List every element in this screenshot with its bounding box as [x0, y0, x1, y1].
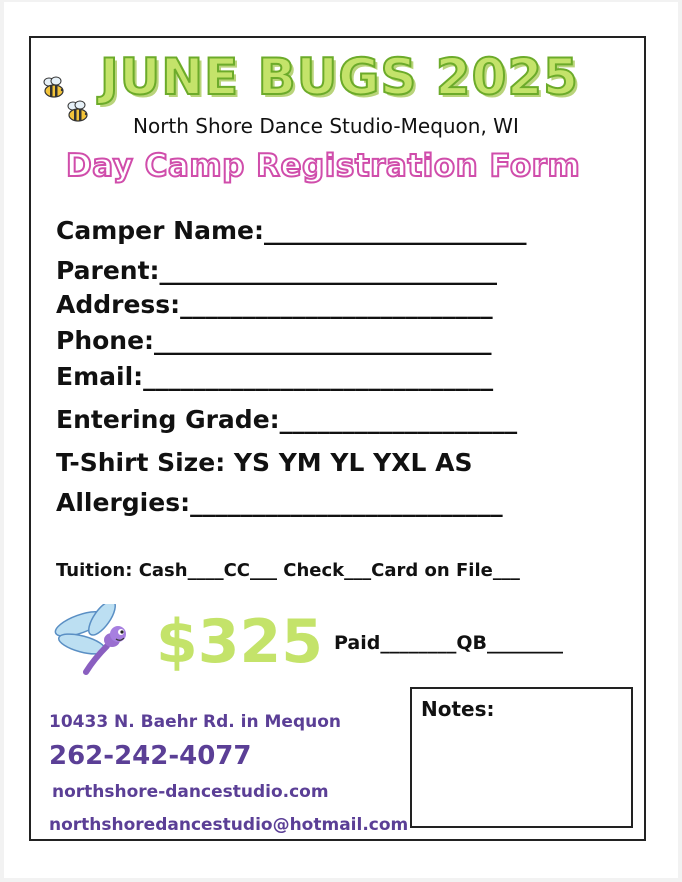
tuition-price: $325	[156, 607, 323, 677]
paid-qb-line[interactable]: Paid________QB________	[334, 632, 563, 654]
email-field[interactable]: Email:____________________________	[56, 362, 494, 391]
studio-address: 10433 N. Baehr Rd. in Mequon	[49, 712, 342, 732]
camper-name-field[interactable]: Camper Name:_____________________	[56, 216, 527, 245]
bee-icon	[64, 98, 92, 126]
address-field[interactable]: Address:_________________________	[56, 290, 493, 319]
form-title: Day Camp Registration Form	[66, 148, 581, 184]
studio-website[interactable]: northshore-dancestudio.com	[52, 782, 329, 802]
phone-field[interactable]: Phone:___________________________	[56, 326, 492, 355]
studio-email[interactable]: northshoredancestudio@hotmail.com	[49, 815, 409, 835]
studio-subtitle: North Shore Dance Studio-Mequon, WI	[133, 114, 519, 138]
tshirt-size-field[interactable]: T-Shirt Size: YS YM YL YXL AS	[56, 448, 473, 477]
allergies-field[interactable]: Allergies:_________________________	[56, 488, 503, 517]
event-title: JUNE BUGS 2025	[100, 48, 579, 106]
entering-grade-field[interactable]: Entering Grade:___________________	[56, 405, 518, 434]
parent-field[interactable]: Parent:___________________________	[56, 256, 498, 285]
notes-label: Notes:	[421, 697, 495, 721]
dragonfly-icon	[52, 604, 136, 676]
studio-phone: 262-242-4077	[49, 741, 252, 771]
tuition-line[interactable]: Tuition: Cash____CC___ Check___Card on File___	[56, 560, 520, 581]
